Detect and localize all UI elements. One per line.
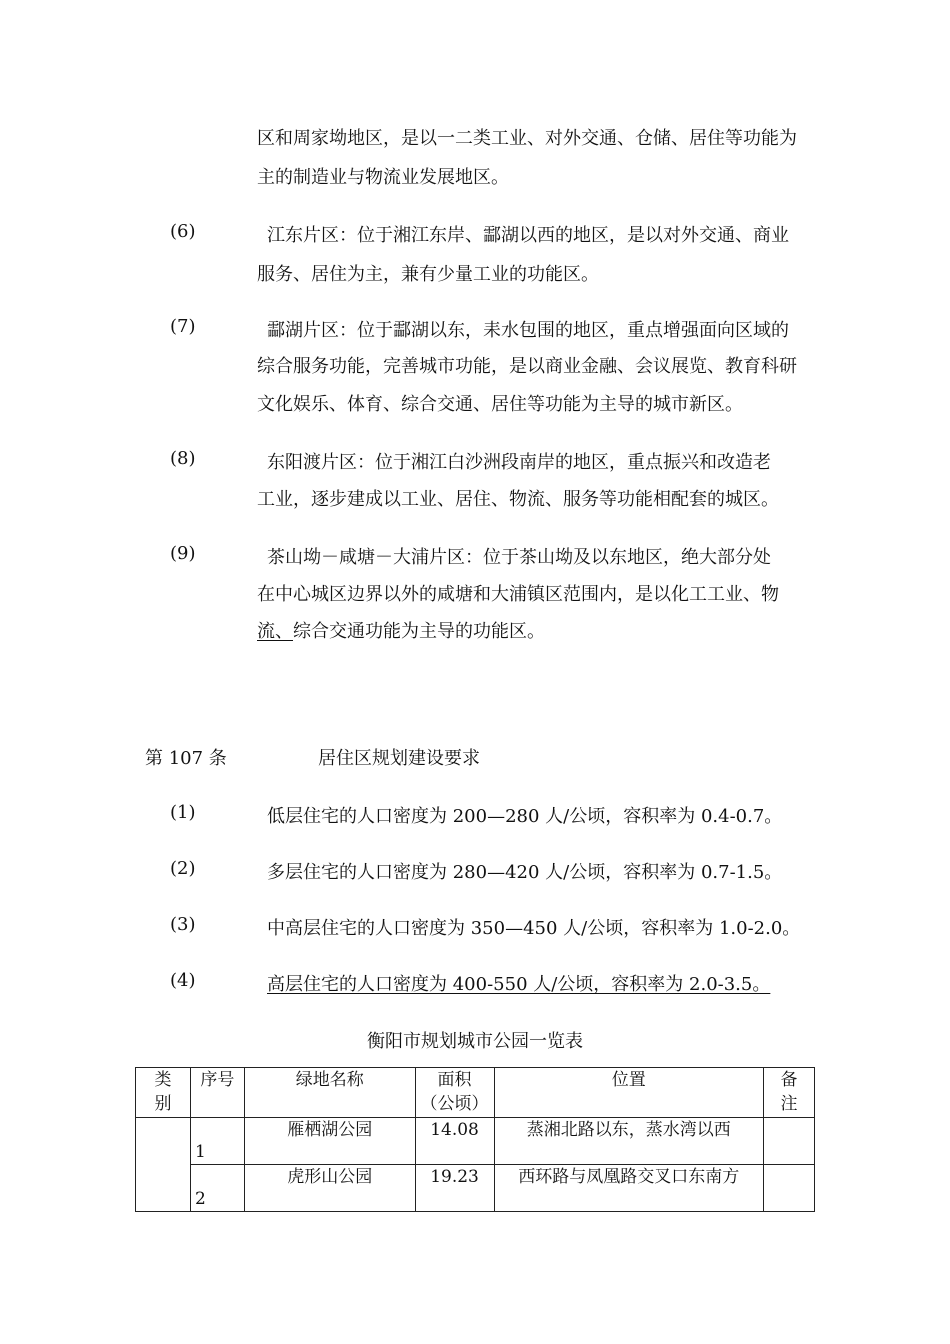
- zone-8-line-1: 东阳渡片区：位于湘江白沙洲段南岸的地区，重点振兴和改造老: [267, 452, 771, 473]
- row-seq: 1: [190, 1118, 244, 1165]
- zone-6-number: (6): [170, 221, 196, 242]
- item-4-text: 高层住宅的人口密度为 400-550 人/公顷，容积率为 2.0-3.5。: [267, 974, 771, 995]
- item-3-text: 中高层住宅的人口密度为 350—450 人/公顷，容积率为 1.0-2.0。: [267, 918, 801, 939]
- zone-9-line-2: 在中心城区边界以外的咸塘和大浦镇区范围内，是以化工工业、物: [257, 584, 779, 605]
- row-note: [764, 1118, 815, 1165]
- row-area: 19.23: [415, 1165, 494, 1212]
- zone-5-line-1: 区和周家坳地区，是以一二类工业、对外交通、仓储、居住等功能为: [257, 128, 797, 149]
- header-location: 位置: [494, 1068, 764, 1118]
- zone-7-number: (7): [170, 316, 196, 337]
- zone-6-line-1: 江东片区：位于湘江东岸、酃湖以西的地区，是以对外交通、商业: [267, 225, 789, 246]
- header-name: 绿地名称: [244, 1068, 415, 1118]
- zone-9-number: (9): [170, 543, 196, 564]
- row-location: 蒸湘北路以东，蒸水湾以西: [494, 1118, 764, 1165]
- table-caption: 衡阳市规划城市公园一览表: [367, 1031, 583, 1052]
- zone-7-line-3: 文化娱乐、体育、综合交通、居住等功能为主导的城市新区。: [257, 394, 743, 415]
- row-name: 雁栖湖公园: [244, 1118, 415, 1165]
- zone-9-underlined: 流、: [257, 621, 293, 642]
- header-type: 类 别: [136, 1068, 191, 1118]
- zone-9-line-3-text: 综合交通功能为主导的功能区。: [293, 621, 545, 642]
- item-4-number: (4): [170, 970, 196, 991]
- row-area: 14.08: [415, 1118, 494, 1165]
- type-cell: [136, 1118, 191, 1212]
- header-seq: 序号: [190, 1068, 244, 1118]
- table-row: [136, 1165, 815, 1212]
- table-header-row: [136, 1068, 815, 1118]
- header-note: 备 注: [764, 1068, 815, 1118]
- zone-5-line-2: 主的制造业与物流业发展地区。: [257, 167, 509, 188]
- zone-8-line-2: 工业，逐步建成以工业、居住、物流、服务等功能相配套的城区。: [257, 489, 779, 510]
- row-location: 西环路与凤凰路交叉口东南方: [494, 1165, 764, 1212]
- item-3-number: (3): [170, 914, 196, 935]
- item-1-text: 低层住宅的人口密度为 200—280 人/公顷，容积率为 0.4-0.7。: [267, 806, 783, 827]
- zone-8-number: (8): [170, 448, 196, 469]
- zone-7-line-2: 综合服务功能，完善城市功能，是以商业金融、会议展览、教育科研: [257, 356, 797, 377]
- item-2-text: 多层住宅的人口密度为 280—420 人/公顷，容积率为 0.7-1.5。: [267, 862, 783, 883]
- zone-7-line-1: 酃湖片区：位于酃湖以东，耒水包围的地区，重点增强面向区域的: [267, 320, 789, 341]
- zone-9-line-1: 茶山坳－咸塘－大浦片区：位于茶山坳及以东地区，绝大部分处: [267, 547, 771, 568]
- zone-6-line-2: 服务、居住为主，兼有少量工业的功能区。: [257, 264, 599, 285]
- parks-table: [135, 1067, 815, 1212]
- article-title: 居住区规划建设要求: [318, 748, 480, 769]
- article-label: 第 107 条: [145, 748, 227, 769]
- row-seq: 2: [190, 1165, 244, 1212]
- table-row: [136, 1118, 815, 1165]
- row-note: [764, 1165, 815, 1212]
- header-area: 面积 （公顷）: [415, 1068, 494, 1118]
- zone-9-line-3: [257, 617, 545, 643]
- item-2-number: (2): [170, 858, 196, 879]
- item-1-number: (1): [170, 802, 196, 823]
- row-name: 虎形山公园: [244, 1165, 415, 1212]
